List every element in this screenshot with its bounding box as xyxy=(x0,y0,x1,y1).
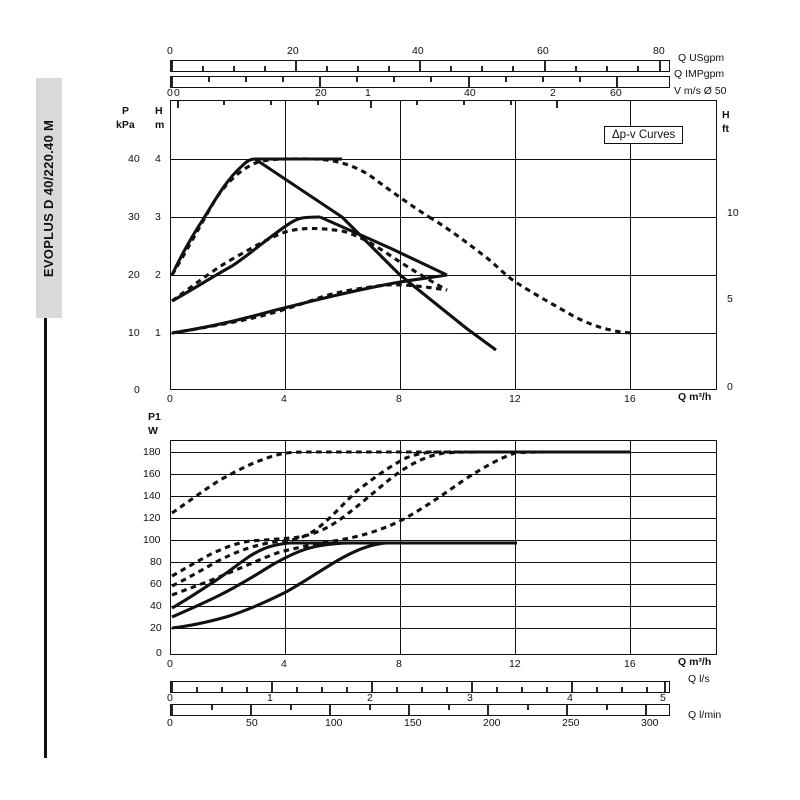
head-xaxis-label: Q m³/h xyxy=(678,391,712,403)
scale-q-lmin-tick-3: 150 xyxy=(404,717,422,729)
head-ytick-ft-0: 0 xyxy=(727,381,733,393)
head-curve-max-dashed xyxy=(172,159,631,333)
axis-label-h-ft: H xyxy=(722,109,730,121)
head-xtick-12: 12 xyxy=(509,393,521,405)
head-ytick-m-4: 4 xyxy=(155,153,161,165)
head-ytick-kpa-40: 40 xyxy=(128,153,140,165)
head-ytick-m-1: 1 xyxy=(155,327,161,339)
scale-imp-gpm-tick-1: 20 xyxy=(315,87,327,99)
axis-label-h-m: H xyxy=(155,105,163,117)
power-curve-min-solid xyxy=(172,543,452,628)
head-curve-max-solid xyxy=(172,159,496,350)
head-xtick-8: 8 xyxy=(396,393,402,405)
axis-label-h-ft-unit: ft xyxy=(722,123,729,135)
head-ytick-kpa-30: 30 xyxy=(128,211,140,223)
power-ytick-120: 120 xyxy=(143,512,161,524)
power-ytick-40: 40 xyxy=(150,600,162,612)
ruler-ticks-q-ls xyxy=(172,681,665,693)
power-ytick-180: 180 xyxy=(143,446,161,458)
scale-q-lmin-tick-4: 200 xyxy=(483,717,501,729)
scale-q-ls-tick-5: 5 xyxy=(660,692,666,704)
scale-q-lmin-tick-0: 0 xyxy=(167,717,173,729)
head-curve-min-solid xyxy=(172,275,447,333)
power-curve-max-solid xyxy=(172,543,517,608)
scale-us-gpm-tick-3: 60 xyxy=(537,45,549,57)
head-xtick-4: 4 xyxy=(281,393,287,405)
power-ytick-140: 140 xyxy=(143,490,161,502)
scale-q-ls-tick-4: 4 xyxy=(567,692,573,704)
scale-imp-gpm-tick-2: 40 xyxy=(464,87,476,99)
product-label-text: EVOPLUS D 40/220.40 M xyxy=(41,119,57,277)
head-xtick-16: 16 xyxy=(624,393,636,405)
power-xtick-4: 4 xyxy=(281,658,287,670)
head-ytick-m-2: 2 xyxy=(155,269,161,281)
ruler-ticks-imp-gpm xyxy=(172,76,617,88)
axis-label-p-kpa-unit: kPa xyxy=(116,119,135,131)
power-xtick-8: 8 xyxy=(396,658,402,670)
scale-imp-gpm-tick-0: 0 xyxy=(167,87,173,99)
power-ytick-80: 80 xyxy=(150,556,162,568)
scale-q-ls-tick-2: 2 xyxy=(367,692,373,704)
head-ytick-kpa-0: 0 xyxy=(134,384,140,396)
scale-velocity-tick-0: 0 xyxy=(174,87,180,99)
scale-q-ls-tick-0: 0 xyxy=(167,692,173,704)
head-ytick-ft-10: 10 xyxy=(727,207,739,219)
scale-velocity-label: V m/s Ø 50 xyxy=(674,85,727,97)
ruler-ticks-q-lmin xyxy=(172,704,646,716)
scale-q-lmin-tick-1: 50 xyxy=(246,717,258,729)
head-xtick-0: 0 xyxy=(167,393,173,405)
head-curve-mid-solid xyxy=(172,217,447,301)
power-xtick-16: 16 xyxy=(624,658,636,670)
scale-q-lmin-label: Q l/min xyxy=(688,709,722,721)
head-ytick-kpa-20: 20 xyxy=(128,269,140,281)
scale-velocity-tick-2: 2 xyxy=(550,87,556,99)
head-curve-mid-dashed xyxy=(172,229,447,302)
scale-imp-gpm-tick-3: 60 xyxy=(610,87,622,99)
scale-q-lmin-tick-2: 100 xyxy=(325,717,343,729)
scale-q-ls-tick-1: 1 xyxy=(267,692,273,704)
ruler-ticks-velocity xyxy=(178,100,557,108)
axis-label-h-m-unit: m xyxy=(155,119,165,131)
power-curve-max-dashed xyxy=(172,452,631,513)
scale-q-lmin-tick-6: 300 xyxy=(641,717,659,729)
curve-type-badge: Δp-v Curves xyxy=(604,126,683,144)
scale-imp-gpm-label: Q IMPgpm xyxy=(674,68,725,80)
power-ytick-100: 100 xyxy=(143,534,161,546)
power-xtick-0: 0 xyxy=(167,658,173,670)
head-ytick-m-3: 3 xyxy=(155,211,161,223)
head-ytick-kpa-10: 10 xyxy=(128,327,140,339)
scale-us-gpm-tick-4: 80 xyxy=(653,45,665,57)
scale-q-ls-tick-3: 3 xyxy=(467,692,473,704)
power-curve-min-dashed xyxy=(172,452,631,595)
scale-us-gpm-tick-2: 40 xyxy=(412,45,424,57)
scale-us-gpm-tick-0: 0 xyxy=(167,45,173,57)
head-ytick-ft-5: 5 xyxy=(727,293,733,305)
axis-label-p1-unit: W xyxy=(148,425,158,437)
power-ytick-0: 0 xyxy=(156,647,162,659)
scale-q-ls-label: Q l/s xyxy=(688,673,710,685)
scale-us-gpm-label: Q USgpm xyxy=(678,52,725,64)
power-ytick-160: 160 xyxy=(143,468,161,480)
axis-label-p1: P1 xyxy=(148,411,161,423)
power-ytick-20: 20 xyxy=(150,622,162,634)
scale-q-lmin-tick-5: 250 xyxy=(562,717,580,729)
power-xtick-12: 12 xyxy=(509,658,521,670)
power-xaxis-label: Q m³/h xyxy=(678,656,712,668)
axis-label-p-kpa: P xyxy=(122,105,130,117)
scale-velocity-tick-1: 1 xyxy=(365,87,371,99)
ruler-ticks-us-gpm xyxy=(172,60,660,72)
power-ytick-60: 60 xyxy=(150,578,162,590)
scale-us-gpm-tick-1: 20 xyxy=(287,45,299,57)
